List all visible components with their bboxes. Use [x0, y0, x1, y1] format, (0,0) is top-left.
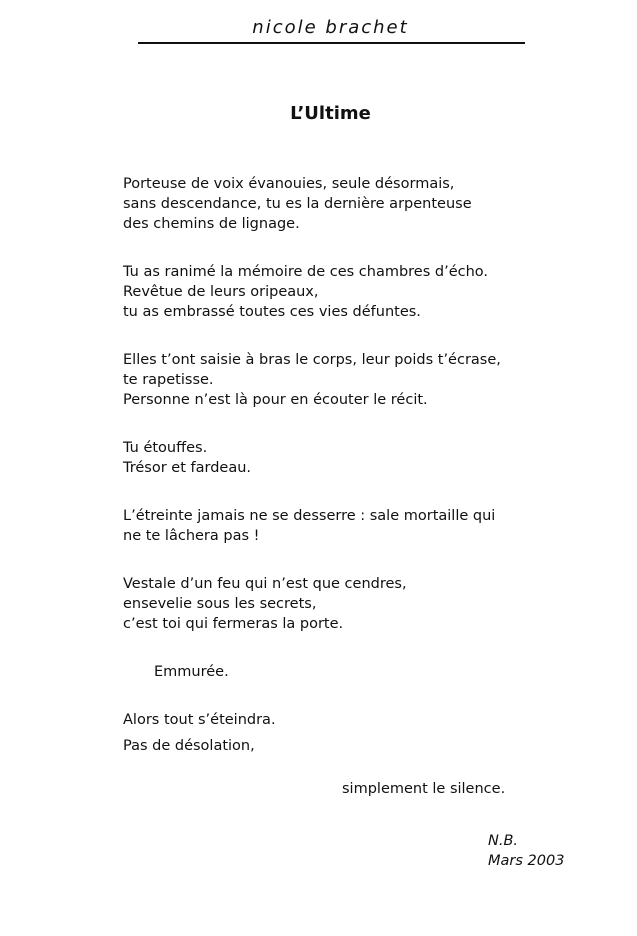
signature-block [488, 831, 564, 871]
poem-line: Vestale d’un feu qui n’est que cendres, [123, 576, 407, 592]
stanza [123, 506, 593, 546]
stanza [123, 710, 593, 756]
signature-initials: N.B. [488, 833, 519, 849]
stanza [123, 662, 593, 682]
closing-line: simplement le silence. [342, 781, 506, 797]
poem-line: Emmurée. [154, 664, 229, 680]
signature-date: Mars 2003 [488, 853, 565, 869]
poem-line: Tu as ranimé la mémoire de ces chambres d’écho. [123, 264, 489, 280]
poem-line: ensevelie sous les secrets, [123, 596, 317, 612]
stanza [123, 438, 593, 478]
poem-line: sans descendance, tu es la dernière arpenteuse [123, 196, 472, 212]
poem-line: L’étreinte jamais ne se desserre : sale mortaille qui [123, 508, 496, 524]
poem-line: te rapetisse. [123, 372, 214, 388]
poem-line: Elles t’ont saisie à bras le corps, leur poids t’écrase, [123, 352, 501, 368]
stanza [123, 574, 593, 634]
poem-line: ne te lâchera pas ! [123, 528, 260, 544]
poem-line: Personne n’est là pour en écouter le récit. [123, 392, 428, 408]
poem-body [123, 174, 593, 784]
poem-line: Revêtue de leurs oripeaux, [123, 284, 319, 300]
poem-line: Pas de désolation, [123, 738, 255, 754]
poem-line: Alors tout s’éteindra. [123, 712, 276, 728]
poem-line: Trésor et fardeau. [123, 460, 252, 476]
poem-line: c’est toi qui fermeras la porte. [123, 616, 344, 632]
poem-line: des chemins de lignage. [123, 216, 300, 232]
stanza [123, 174, 593, 234]
poem-line: tu as embrassé toutes ces vies défuntes. [123, 304, 421, 320]
stanza [123, 350, 593, 410]
author-name: nicole brachet [252, 17, 409, 38]
stanza [123, 262, 593, 322]
poem-title: L’Ultime [290, 103, 371, 124]
poem-line: Porteuse de voix évanouies, seule désormais, [123, 176, 455, 192]
header-divider [138, 42, 525, 44]
poem-line: Tu étouffes. [123, 440, 208, 456]
